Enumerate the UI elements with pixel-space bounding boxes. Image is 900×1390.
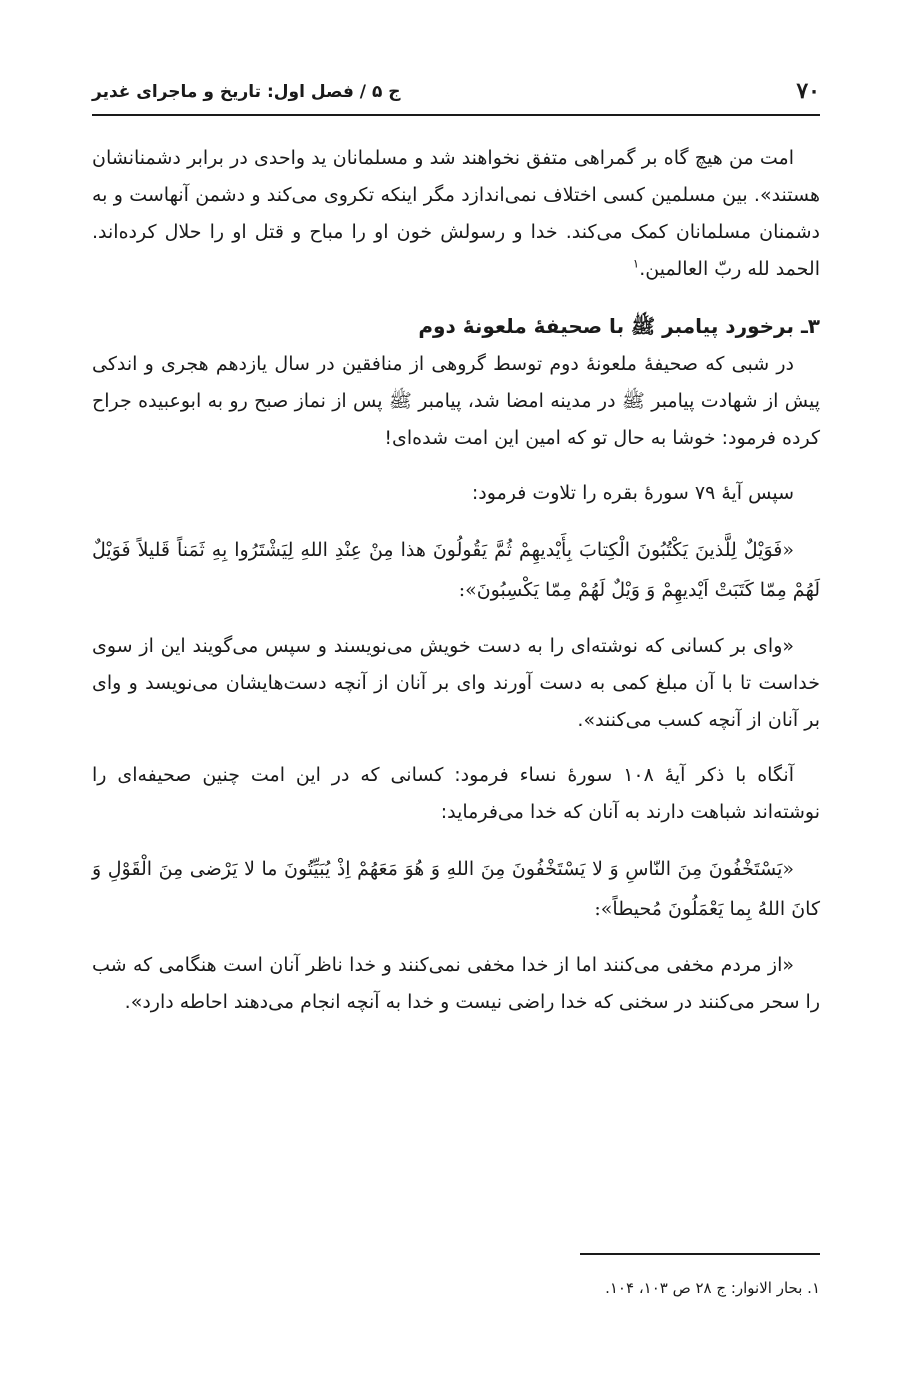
footnote-1: ۱. بحار الانوار: ج ۲۸ ص ۱۰۳، ۱۰۴. (605, 1279, 820, 1297)
footnote-divider (580, 1253, 820, 1255)
paragraph-6: «از مردم مخفی می‌کنند اما از خدا مخفی نمی‌کنند و خدا ناظر آنان است هنگامی که شب را سحر می‌کنند در سخنی که خدا راضی نیست و خدا به آنچه انجام می‌دهند احاطه دارد». (92, 954, 820, 1013)
body-text (92, 140, 820, 1021)
paragraph-3: سپس آیهٔ ۷۹ سورهٔ بقره را تلاوت فرمود: (471, 482, 794, 504)
book-page (92, 0, 820, 1390)
paragraph-1 (92, 140, 820, 288)
footnote-reference: ۱ (632, 256, 640, 271)
paragraph-5: آنگاه با ذکر آیهٔ ۱۰۸ سورهٔ نساء فرمود: کسانی که در این امت چنین صحیفه‌ای را نوشته‌اند شباهت دارند به آنان که خدا می‌فرماید: (92, 764, 820, 823)
chapter-title: ج ۵ / فصل اول: تاریخ و ماجرای غدیر (92, 82, 401, 102)
page-number: ۷۰ (796, 78, 820, 104)
quran-verse-1: «فَوَيْلٌ لِلَّذينَ يَكْتُبُونَ الْكِتابَ بِأَيْديهِمْ ثُمَّ يَقُولُونَ هذا مِنْ عِنْدِ اللهِ لِيَشْتَرُوا بِهِ ثَمَناً قَليلاً فَوَيْلٌ لَهُمْ مِمّا كَتَبَتْ اَيْديهِمْ وَ وَيْلٌ لَهُمْ مِمّا يَكْسِبُونَ»: (92, 539, 820, 601)
quran-verse-2: «يَسْتَخْفُونَ مِنَ النّاسِ وَ لا يَسْتَخْفُونَ مِنَ اللهِ وَ هُوَ مَعَهُمْ اِذْ يُبَيِّتُونَ ما لا يَرْضى مِنَ الْقَوْلِ وَ كانَ اللهُ بِما يَعْمَلُونَ مُحيطاً»: (92, 858, 820, 920)
paragraph-4: «وای بر کسانی که نوشته‌ای را به دست خویش می‌نویسند و سپس می‌گویند این از سوی خداست تا با آن مبلغ کمی به دست آورند وای بر آنان از آنچه دست‌هایشان می‌نویسد و وای بر آنان از آنچه کسب می‌کنند». (92, 635, 820, 731)
running-header (92, 70, 820, 116)
section-heading: ۳ـ برخورد پیامبر ﷺ با صحیفهٔ ملعونهٔ دوم (418, 314, 820, 338)
paragraph-2: در شبی که صحیفهٔ ملعونهٔ دوم توسط گروهی از منافقین در سال یازدهم هجری و اندکی پیش از شهادت پیامبر ﷺ در مدینه امضا شد، پیامبر ﷺ پس از نماز صبح رو به ابوعبیده جراح کرده فرمود: خوشا به حال تو که امین این امت شده‌ای! (92, 353, 820, 449)
paragraph-1-text: امت من هیچ گاه بر گمراهی متفق نخواهند شد و مسلمانان ید واحدی در برابر دشمنانشان هستند». بین مسلمین کسی اختلاف نمی‌اندازد مگر اینکه تکروی می‌کند و دشمن آنهاست و به دشمنان مسلمانان کمک می‌کند. خدا و رسولش خون او را مباح و قتل او را حلال کرده‌اند. الحمد لله ربّ العالمین. (92, 147, 820, 280)
